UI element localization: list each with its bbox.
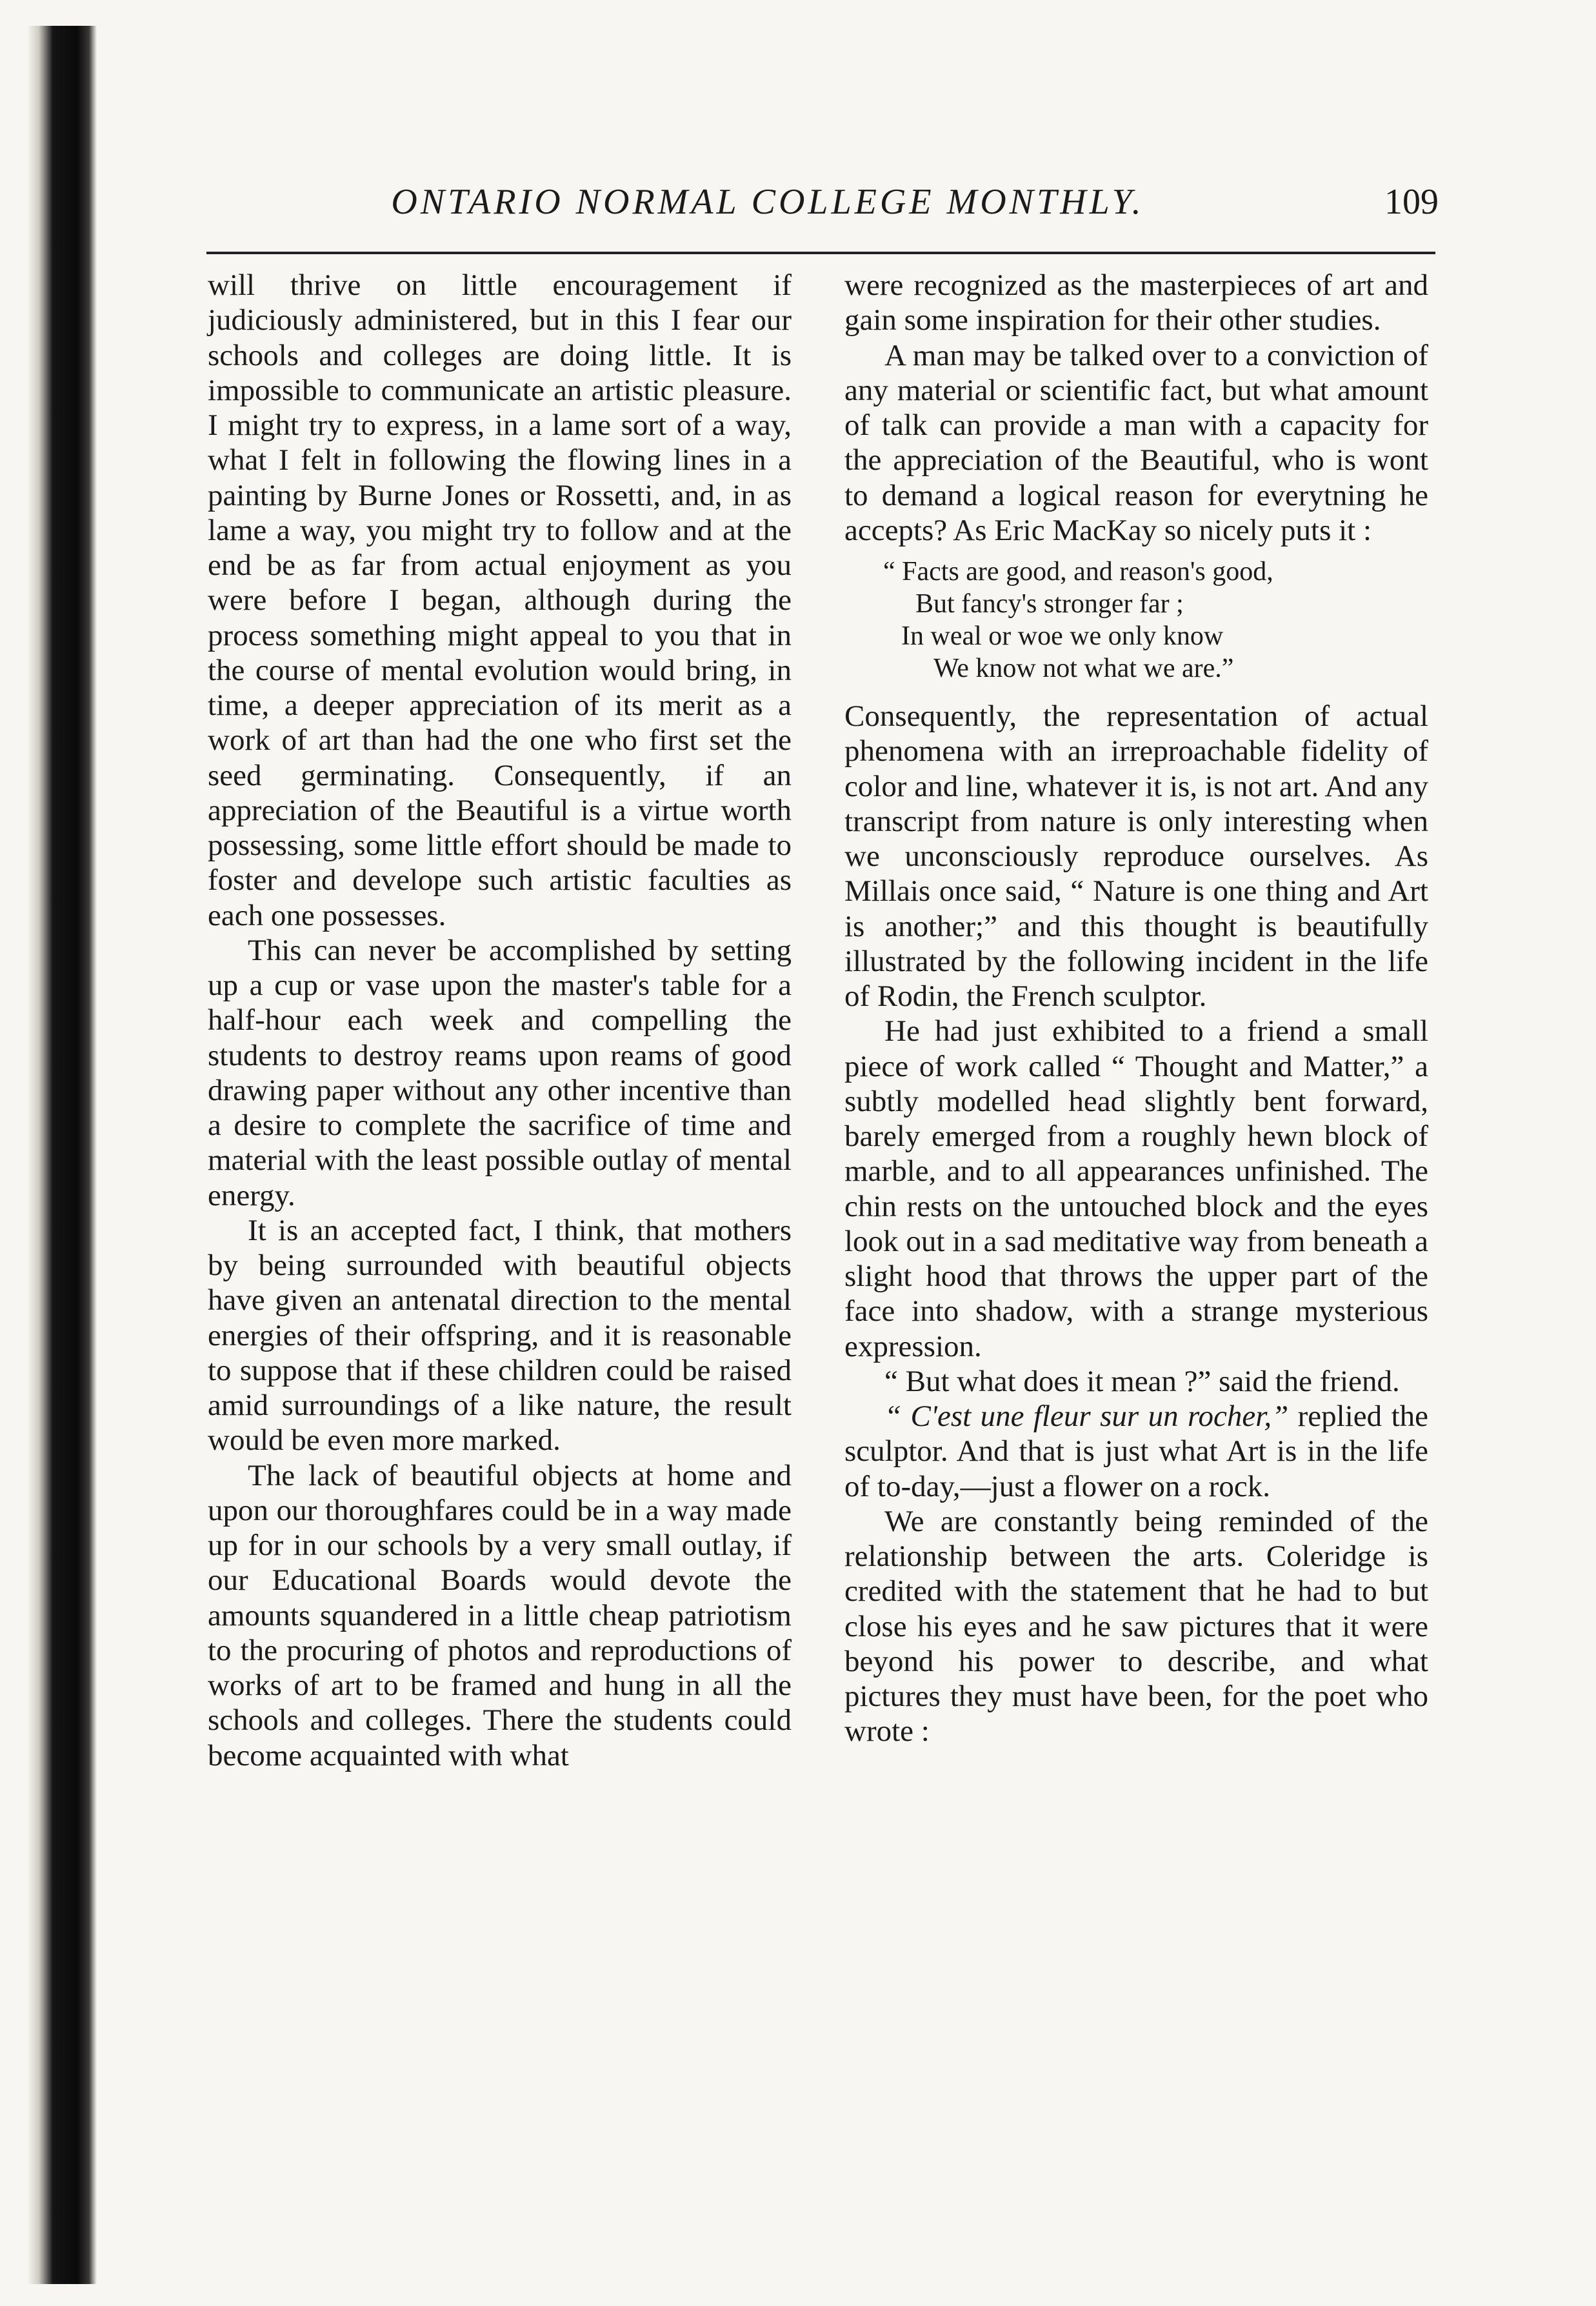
paragraph [844,1399,1428,1504]
paragraph: He had just exhibited to a friend a small piece of work called “ Thought and Matter,” a subtly modelled head slightly bent forward, barely emerged from a roughly hewn block of marble, and to all appearances unfinished. The chin rests on the untouched block and the eyes look out in a sad meditative way from beneath a slight hood that throws the upper part of the face into shadow, with a strange mysterious expression. [844,1014,1428,1363]
paragraph-text: replied the sculptor. And that is just what Art is in the life of to-day,—just a flower on a rock. [844,1399,1428,1503]
paragraph: We are constantly being reminded of the relationship between the arts. Coleridge is credited with the statement that he had to but close his eyes and he saw pictures that it were beyond his power to describe, and what pictures they must have been, for the poet who wrote : [844,1504,1428,1749]
running-head [213,173,1439,231]
header-rule [206,252,1435,254]
journal-title: ONTARIO NORMAL COLLEGE MONTHLY. [391,182,1144,222]
paragraph: The lack of beautiful objects at home and upon our thoroughfares could be in a way made up for in our schools by a very small outlay, if our Educational Boards would devote the amounts squandered in a little cheap patriotism to the procuring of photos and reproductions of works of art to be framed and hung in all the schools and colleges. There the students could become acquainted with what [208,1458,792,1772]
paragraph: Consequently, the representation of actual phenomena with an irreproachable fidelity of color and line, whatever it is, is not art. And any transcript from nature is only interesting when we unconsciously reproduce ourselves. As Millais once said, “ Nature is one thing and Art is another;” and this thought is beautifully illustrated by the following incident in the life of Rodin, the French sculptor. [844,699,1428,1013]
book-binding-shadow [27,26,97,2284]
page-number: 109 [1384,182,1439,222]
verse-quotation [844,556,1428,685]
paragraph: will thrive on little encouragement if judiciously administered, but in this I fear our schools and colleges are doing little. It is impossible to communicate an artistic pleasure. I might try to express, in a lame sort of a way, what I felt in following the flowing lines in a painting by Burne Jones or Rossetti, and, in as lame a way, you might try to follow and at the end be as far from actual enjoyment as you were before I began, although during the process something might appeal to you that in the course of mental evolution would bring, in time, a deeper appreciation of its merit as a work of art than had the one who first set the seed germinating. Consequently, if an appreciation of the Beautiful is a virtue worth possessing, some little effort should be made to foster and develope such artistic faculties as each one possesses. [208,268,792,932]
verse-line: In weal or woe we only know [901,621,1224,651]
paragraph: This can never be accomplished by setting up a cup or vase upon the master's table for a half-hour each week and compelling the students to destroy reams upon reams of good drawing paper without any other incentive than a desire to complete the sacrifice of time and material with the least possible outlay of mental energy. [208,933,792,1212]
paragraph: were recognized as the masterpieces of art and gain some inspiration for their other studies. [844,268,1428,337]
verse-line: But fancy's stronger far ; [915,589,1184,619]
paragraph: “ But what does it mean ?” said the friend. [884,1364,1400,1398]
verse-line: We know not what we are.” [933,654,1234,683]
french-quotation: “ C'est une fleur sur un rocher,” [884,1399,1289,1433]
paragraph: A man may be talked over to a conviction of any material or scientific fact, but what amount of talk can provide a man with a capacity for the appreciation of the Beautiful, who is wont to demand a logical reason for everytning he accepts? As Eric MacKay so nicely puts it : [844,338,1428,547]
right-column [844,268,1428,1749]
verse-line: “ Facts are good, and reason's good, [883,557,1273,587]
left-column [208,268,792,1773]
paragraph: It is an accepted fact, I think, that mothers by being surrounded with beautiful objects have given an antenatal direction to the mental energies of their offspring, and it is reasonable to suppose that if these children could be raised amid surroundings of a like nature, the result would be even more marked. [208,1213,792,1458]
